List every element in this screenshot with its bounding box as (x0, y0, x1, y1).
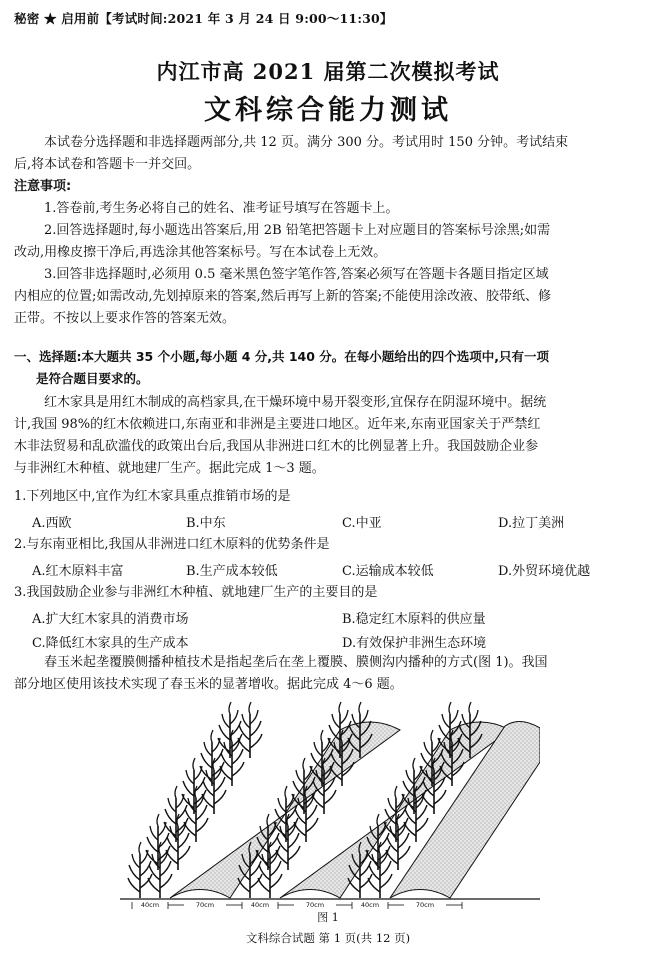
option: C.中亚 (342, 516, 382, 531)
passage-line: 计,我国 98%的红木依赖进口,东南亚和非洲是主要进口地区。近年来,东南亚国家关于严禁红 (14, 417, 541, 432)
notes-line: 正带。不按以上要求作答的答案无效。 (14, 311, 236, 326)
option: B.稳定红木原料的供应量 (342, 612, 486, 627)
passage-line: 部分地区使用该技术实现了春玉米的显著增收。据此完成 4～6 题。 (14, 677, 403, 692)
dimension-label: 70cm (195, 901, 215, 909)
option: B.生产成本较低 (186, 564, 278, 579)
option: D.外贸环境优越 (498, 564, 591, 579)
notes-line: 3.回答非选择题时,必须用 0.5 毫米黑色签字笔作答,答案必须写在答题卡各题目指定区域 (44, 267, 549, 282)
option: C.降低红木家具的生产成本 (32, 636, 189, 651)
ridge-film-planting-figure (120, 698, 540, 910)
passage-line: 木非法贸易和乱砍滥伐的政策出台后,我国从非洲进口红木的比例显著上升。我国鼓励企业参 (14, 439, 539, 454)
exam-subject-title: 文科综合能力测试 (204, 95, 452, 126)
dimension-markers (132, 902, 462, 909)
exam-title: 内江市高 2021 届第二次模拟考试 (156, 59, 500, 84)
passage-line: 与非洲红木种植、就地建厂生产。据此完成 1～3 题。 (14, 461, 325, 476)
dimension-label: 40cm (360, 901, 380, 909)
option: A.红木原料丰富 (32, 564, 124, 579)
option: D.有效保护非洲生态环境 (342, 636, 487, 651)
question-options (0, 608, 656, 628)
question-options (0, 560, 656, 580)
page-footer: 文科综合试题 第 1 页(共 12 页) (245, 931, 411, 945)
secret-line: 秘密 ★ 启用前【考试时间:2021 年 3 月 24 日 9:00～11:30】 (14, 11, 393, 26)
passage-line: 红木家具是用红木制成的高档家具,在干燥环境中易开裂变形,宜保存在阴湿环境中。据统 (44, 395, 547, 410)
notes-line: 1.答卷前,考生务必将自己的姓名、准考证号填写在答题卡上。 (44, 201, 399, 216)
option: A.扩大红木家具的消费市场 (32, 612, 189, 627)
question-options (0, 512, 656, 532)
question-stem: 2.与东南亚相比,我国从非洲进口红木原料的优势条件是 (14, 537, 330, 552)
option: C.运输成本较低 (342, 564, 434, 579)
question-stem: 1.下列地区中,宜作为红木家具重点推销市场的是 (14, 489, 291, 504)
notes-heading: 注意事项: (14, 179, 72, 194)
option: A.西欧 (32, 516, 72, 531)
figure-caption: 图 1 (317, 911, 339, 924)
notes-line: 改动,用橡皮擦干净后,再选涂其他答案标号。写在本试卷上无效。 (14, 245, 387, 260)
dimension-label: 40cm (250, 901, 270, 909)
question-stem: 3.我国鼓励企业参与非洲红木种植、就地建厂生产的主要目的是 (14, 585, 378, 600)
dimension-label: 40cm (140, 901, 160, 909)
option: B.中东 (186, 516, 226, 531)
dimension-label: 70cm (415, 901, 435, 909)
intro-line: 本试卷分选择题和非选择题两部分,共 12 页。满分 300 分。考试用时 150 分钟。考试结束 (44, 135, 569, 150)
question-options (0, 632, 656, 652)
passage-line: 春玉米起垄覆膜侧播种植技术是指起垄后在垄上覆膜、膜侧沟内播种的方式(图 1)。我国 (44, 655, 548, 670)
notes-line: 内相应的位置;如需改动,先划掉原来的答案,然后再写上新的答案;不能使用涂改液、胶带纸、修 (14, 289, 552, 304)
dimension-label: 70cm (305, 901, 325, 909)
notes-line: 2.回答选择题时,每小题选出答案后,用 2B 铅笔把答题卡上对应题目的答案标号涂黑;如需 (44, 223, 551, 238)
intro-line: 后,将本试卷和答题卡一并交回。 (14, 157, 201, 172)
section-heading: 一、选择题:本大题共 35 个小题,每小题 4 分,共 140 分。在每小题给出的四个选项中,只有一项 (14, 349, 550, 364)
section-heading-cont: 是符合题目要求的。 (36, 371, 149, 386)
option: D.拉丁美洲 (498, 516, 565, 531)
